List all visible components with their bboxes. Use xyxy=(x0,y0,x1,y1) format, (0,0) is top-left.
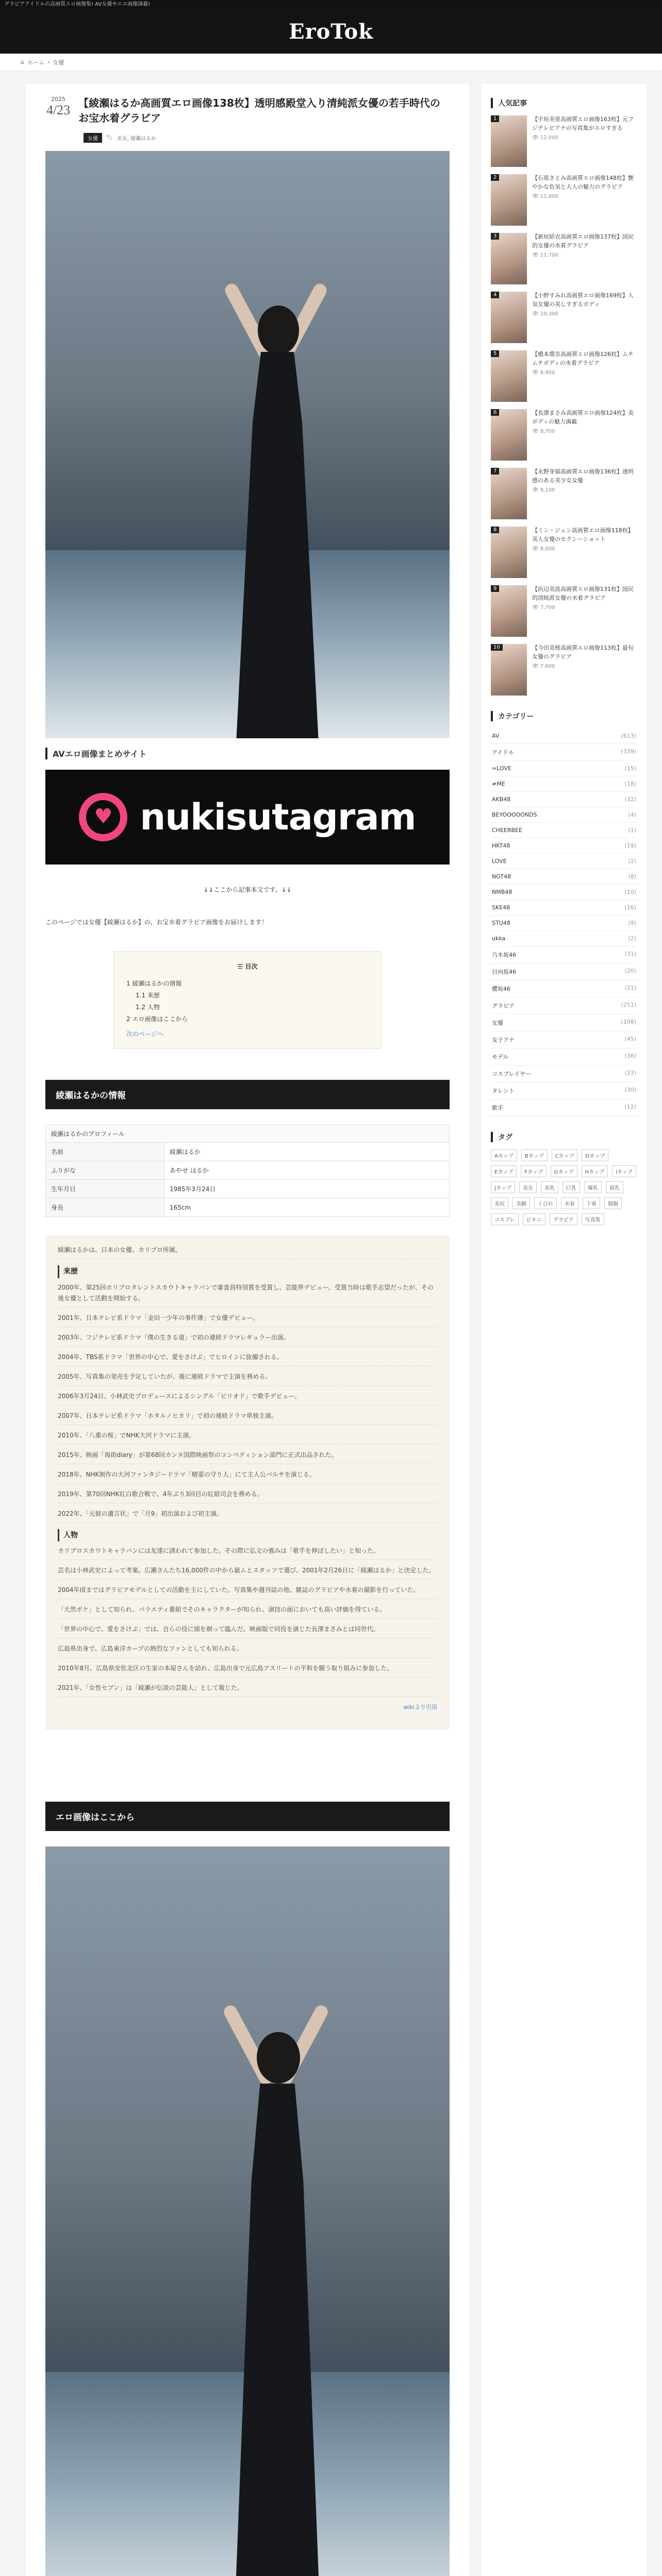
tag-link[interactable]: Hカップ xyxy=(582,1165,608,1177)
ranking-item[interactable] xyxy=(491,527,637,578)
post-monthday: 4/23 xyxy=(46,103,71,117)
category-count: (2) xyxy=(628,858,636,865)
ranking-title[interactable]: 【今田美桜高画質エロ画像113枚】最旬女優のグラビア xyxy=(532,645,634,660)
category-name[interactable]: ≠ME xyxy=(492,781,505,787)
category-name[interactable]: グラビア xyxy=(492,1003,515,1009)
ranking-info xyxy=(532,468,637,519)
category-name[interactable]: LOVE xyxy=(492,858,507,865)
category-count: (9) xyxy=(628,920,636,926)
tag-link[interactable]: グラビア xyxy=(550,1213,577,1225)
av-section-title: AVエロ画像まとめサイト xyxy=(45,748,450,759)
person-paragraph: 2021年、「女性セブン」は「綾瀬が伝説の芸能人」として報じた。 xyxy=(58,1683,437,1697)
rank-number: 9 xyxy=(491,585,499,592)
category-count: (108) xyxy=(621,1019,636,1025)
history-heading: 来歴 xyxy=(58,1265,437,1278)
ranking-item[interactable] xyxy=(491,644,637,696)
category-name[interactable]: アイドル xyxy=(492,749,515,756)
history-paragraph: 2022年、「元彼の遺言状」で「月9」初出演および初主演。 xyxy=(58,1509,437,1523)
category-item[interactable] xyxy=(491,761,637,776)
ranking-title[interactable]: 【長澤まさみ高画質エロ画像124枚】美ボディの魅力満載 xyxy=(532,410,634,425)
category-name[interactable]: AKB48 xyxy=(492,796,511,803)
tag-link[interactable]: 貧乳 xyxy=(606,1181,623,1193)
ranking-thumbnail[interactable] xyxy=(491,350,527,402)
category-count: (20) xyxy=(624,968,636,974)
post-header xyxy=(45,96,450,126)
history-paragraph: 2010年、「八重の桜」でNHK大河ドラマに主演。 xyxy=(58,1430,437,1445)
ero-heading: エロ画像はここから xyxy=(45,1802,450,1831)
category-item[interactable] xyxy=(491,807,637,823)
category-count: (1) xyxy=(628,827,636,834)
ranking-title[interactable]: 【浜辺美波高画質エロ画像131枚】国民的清純派女優の水着グラビア xyxy=(532,586,634,601)
category-count: (12) xyxy=(624,1104,636,1110)
table-row: 名前 綾瀬はるか xyxy=(46,1143,450,1161)
category-count: (251) xyxy=(621,1002,636,1008)
table-row: 生年月日 1985年3月24日 xyxy=(46,1180,450,1198)
tag-title: タグ xyxy=(491,1132,637,1142)
figure-head xyxy=(257,2032,300,2083)
history-paragraph: 2005年、写真集の発売を予定していたが、後に連続ドラマで主演を務める。 xyxy=(58,1371,437,1386)
category-item[interactable] xyxy=(491,997,637,1014)
ranking-item[interactable] xyxy=(491,409,637,461)
popular-list xyxy=(491,115,637,696)
ranking-thumbnail[interactable] xyxy=(491,468,527,519)
rank-number: 7 xyxy=(491,468,499,474)
toc-item[interactable]: 1.1 来歴 xyxy=(136,992,160,999)
category-name[interactable]: モデル xyxy=(492,1054,509,1060)
category-item[interactable] xyxy=(491,792,637,807)
ranking-thumbnail[interactable] xyxy=(491,233,527,284)
category-name[interactable]: NMB48 xyxy=(492,889,512,895)
category-count: (18) xyxy=(624,781,636,787)
ranking-title[interactable]: 【小野すみれ高画質エロ画像169枚】人気女優の美しすぎるボディ xyxy=(532,292,634,308)
category-name[interactable]: SKE48 xyxy=(492,904,510,911)
tag-link[interactable]: 爆乳 xyxy=(584,1181,602,1193)
rank-number: 1 xyxy=(491,115,499,122)
intro-text: このページでは女優【綾瀬はるか】の、お宝水着グラビア画像をお届けします！ xyxy=(45,919,268,926)
category-count: (36) xyxy=(624,1053,636,1059)
rank-number: 2 xyxy=(491,174,499,181)
category-item[interactable] xyxy=(491,728,637,744)
post-tags[interactable]: 美女, 綾瀬はるか xyxy=(117,136,157,142)
category-item[interactable] xyxy=(491,823,637,838)
nukisutagram-banner[interactable] xyxy=(45,770,450,865)
category-count: (2) xyxy=(628,935,636,942)
category-name[interactable]: タレント xyxy=(492,1088,515,1094)
category-item[interactable] xyxy=(491,1099,637,1116)
breadcrumb-current[interactable]: 女優 xyxy=(53,59,64,66)
next-page-link[interactable]: 次のページへ xyxy=(126,1030,163,1038)
site-header xyxy=(0,9,662,54)
ranking-thumbnail[interactable] xyxy=(491,292,527,343)
tag-link[interactable]: くびれ xyxy=(534,1197,557,1209)
category-name[interactable]: NGT48 xyxy=(492,873,511,880)
rank-number: 8 xyxy=(491,527,499,533)
category-name[interactable]: 乃木坂46 xyxy=(492,952,516,958)
category-item[interactable] xyxy=(491,900,637,916)
category-title: カテゴリー xyxy=(491,711,637,721)
category-badge[interactable]: 女優 xyxy=(84,133,102,143)
tag-link[interactable]: Fカップ xyxy=(521,1165,547,1177)
category-item[interactable] xyxy=(491,854,637,869)
toc-item[interactable]: 1 綾瀬はるかの情報 xyxy=(126,980,182,987)
ranking-item[interactable] xyxy=(491,115,637,167)
ranking-title[interactable]: 【新垣結衣高画質エロ画像137枚】国民的女優の水着グラビア xyxy=(532,233,634,249)
tag-link[interactable]: Iカップ xyxy=(612,1165,636,1177)
category-count: (45) xyxy=(624,1036,636,1042)
person-paragraph: 芸名は小林武史によって考案。広瀬さんたち16,000件の中から最ムとスタッフで選び、2001年2月26日に「綾瀬はるか」と決定した。 xyxy=(58,1565,437,1580)
category-count: (31) xyxy=(624,951,636,957)
toc-item[interactable]: 2 エロ画像はここから xyxy=(126,1015,188,1023)
category-item[interactable] xyxy=(491,869,637,885)
tag-cloud xyxy=(491,1149,637,1225)
tag-icon: 🏷 xyxy=(106,135,113,141)
history-paragraph: 2000年、第25回ホリプロタレントスカウトキャラバンで審査員特別賞を受賞し、芸能界デビュー。受賞当時は歌手志望だったが、その後女優として活動を開始する。 xyxy=(58,1282,437,1308)
category-item[interactable] xyxy=(491,980,637,997)
ranking-item[interactable] xyxy=(491,233,637,284)
ranking-thumbnail[interactable] xyxy=(491,527,527,578)
ranking-item[interactable] xyxy=(491,292,637,343)
person-paragraph: 2004年頃まではグラビアモデルとしての活動を主にしていた。写真集や週刊誌の他、雑誌のグラビアや水着の撮影を行っていた。 xyxy=(58,1585,437,1599)
rank-number: 6 xyxy=(491,409,499,416)
tag-link[interactable]: 美脚 xyxy=(512,1197,530,1209)
category-count: (339) xyxy=(621,748,636,755)
history-paragraph: 2015年、映画「海街diary」が第68回カンヌ国際映画祭のコンペティション部門に正式出品された。 xyxy=(58,1450,437,1464)
category-count: (30) xyxy=(624,1087,636,1093)
popular-title: 人気記事 xyxy=(491,98,637,108)
ranking-title[interactable]: 【宇垣美里高画質エロ画像163枚】元フジテレビアナの写真集がエロすぎる xyxy=(532,116,634,131)
ranking-views: 👁 11,800 xyxy=(532,194,558,199)
category-count: (613) xyxy=(621,733,636,739)
ranking-views: 👁 8,100 xyxy=(532,487,555,493)
category-name[interactable]: AV xyxy=(492,733,500,739)
source-link[interactable]: wikiより引用 xyxy=(403,1704,437,1710)
history-paragraph: 2004年、TBS系ドラマ「世界の中心で、愛をさけぶ」でヒロインに抜擢される。 xyxy=(58,1352,437,1366)
banner-wordmark: nukisutagram xyxy=(140,796,416,838)
category-name[interactable]: 日向坂46 xyxy=(492,969,516,975)
ranking-thumbnail[interactable] xyxy=(491,115,527,167)
ranking-info xyxy=(532,292,637,343)
ranking-info xyxy=(532,115,637,167)
category-item[interactable] xyxy=(491,776,637,792)
tag-link[interactable]: Bカップ xyxy=(521,1149,548,1161)
category-count: (4) xyxy=(628,811,636,818)
category-item[interactable] xyxy=(491,963,637,980)
ranking-info xyxy=(532,174,637,226)
category-count: (16) xyxy=(624,904,636,911)
ranking-item[interactable] xyxy=(491,350,637,402)
profile-caption: 綾瀬はるかのプロフィール xyxy=(45,1125,450,1142)
ranking-thumbnail[interactable] xyxy=(491,174,527,226)
post-date xyxy=(45,96,71,126)
ranking-item[interactable] xyxy=(491,174,637,226)
history-paragraph: 2019年、第70回NHK紅白歌合戦で、4年ぶり3回目の紅組司会を務める。 xyxy=(58,1489,437,1503)
person-paragraph: カリプロスカウトキャラバンには友達に誘われて参加した。その際に弘文の強みは「歌手を伸ばしたい」と知った。 xyxy=(58,1546,437,1560)
tag-link[interactable]: ビキニ xyxy=(523,1213,545,1225)
category-item[interactable] xyxy=(491,1031,637,1048)
tag-link[interactable]: 美女 xyxy=(519,1181,537,1193)
ranking-views: 👁 8,000 xyxy=(532,546,555,552)
person-paragraph: 2010年8月、広島県安佐北区の生家の本屋さんを訪れ、広島出身で元広島アスリートの平和を願う取り組みに参加した。 xyxy=(58,1663,437,1677)
tag-link[interactable]: 写真集 xyxy=(582,1213,604,1225)
rank-number: 4 xyxy=(491,292,499,298)
history-list xyxy=(58,1282,437,1523)
ranking-title[interactable]: 【永野芽郁高画質エロ画像136枚】透明感のある美少女女優 xyxy=(532,468,634,484)
rank-number: 5 xyxy=(491,350,499,357)
category-name[interactable]: BEYOOOOONDS xyxy=(492,811,537,818)
figure-head xyxy=(258,306,299,355)
ranking-info xyxy=(532,233,637,284)
featured-image[interactable] xyxy=(45,151,450,738)
gallery-image[interactable] xyxy=(45,1846,450,2576)
history-paragraph: 2018年、NHK制作の大河ファンタジードラマ「精霊の守り人」にて主人公バルサを演じる。 xyxy=(58,1469,437,1484)
article xyxy=(26,83,469,2576)
table-row: ふりがな あやせ はるか xyxy=(46,1161,450,1180)
ranking-item[interactable] xyxy=(491,585,637,637)
tag-link[interactable]: Jカップ xyxy=(491,1181,515,1193)
breadcrumb-separator: › xyxy=(47,59,50,65)
ranking-thumbnail[interactable] xyxy=(491,644,527,696)
category-item[interactable] xyxy=(491,1065,637,1082)
history-paragraph: 2001年、日本テレビ系ドラマ「金田一少年の事件簿」で女優デビュー。 xyxy=(58,1313,437,1327)
category-count: (8) xyxy=(628,873,636,880)
ranking-views: 👁 7,700 xyxy=(532,605,555,611)
tag-link[interactable]: Gカップ xyxy=(551,1165,577,1177)
category-name[interactable]: 女優 xyxy=(492,1020,503,1026)
heart-logo-icon xyxy=(79,793,127,841)
tag-link[interactable]: 水着 xyxy=(561,1197,578,1209)
tag-link[interactable]: 下着 xyxy=(583,1197,600,1209)
category-item[interactable] xyxy=(491,1048,637,1065)
tag-link[interactable]: 美乳 xyxy=(541,1181,558,1193)
ranking-thumbnail[interactable] xyxy=(491,585,527,637)
ranking-title[interactable]: 【石原さとみ高画質エロ画像148枚】艶やかな色気と大人の魅力のグラビア xyxy=(532,175,634,190)
tag-link[interactable]: Cカップ xyxy=(552,1149,578,1161)
category-count: (10) xyxy=(624,889,636,895)
category-name[interactable]: 櫻坂46 xyxy=(492,986,510,992)
category-name[interactable]: 歌手 xyxy=(492,1105,503,1111)
sidebar xyxy=(482,83,647,2576)
continue-notice: ↓↓ここから記事本文です。↓↓ xyxy=(203,886,292,893)
ranking-views: 👁 8,700 xyxy=(532,429,555,434)
toc-item[interactable]: 1.2 人物 xyxy=(136,1004,160,1011)
category-item[interactable] xyxy=(491,1014,637,1031)
person-paragraph: 広島県出身で、広島東洋カープの熱烈なファンとしても知られる。 xyxy=(58,1643,437,1658)
category-name[interactable]: =LOVE xyxy=(492,765,511,772)
breadcrumb-home[interactable]: ホーム xyxy=(27,59,44,66)
category-item[interactable] xyxy=(491,946,637,963)
tag-link[interactable]: Eカップ xyxy=(491,1165,517,1177)
ranking-info xyxy=(532,644,637,696)
table-of-contents xyxy=(113,951,382,1049)
ranking-views: 👁 12,000 xyxy=(532,135,558,141)
tag-link[interactable]: コスプレ xyxy=(491,1213,519,1225)
ranking-info xyxy=(532,409,637,461)
category-name[interactable]: コスプレイヤー xyxy=(492,1071,532,1077)
person-paragraph: 「世界の中心で、愛をさけぶ」では、自らの役に頭を剃って臨んだ。映画版で同役を演じた長澤まさみとは同世代。 xyxy=(58,1624,437,1638)
ranking-item[interactable] xyxy=(491,468,637,519)
category-item[interactable] xyxy=(491,838,637,854)
ranking-title[interactable]: 【橋本環奈高画質エロ画像126枚】ムチムチボディの水着グラビア xyxy=(532,351,634,366)
ranking-views: 👁 8,900 xyxy=(532,370,555,376)
post-meta xyxy=(84,133,450,143)
category-count: (23) xyxy=(624,1070,636,1076)
category-count: (21) xyxy=(624,985,636,991)
bio-lead: 綾瀬はるかは、日本の女優、カリプロ所属。 xyxy=(58,1245,437,1259)
ranking-views: 👁 10,300 xyxy=(532,311,558,317)
category-list xyxy=(491,728,637,1116)
person-paragraph: 「天然ボケ」として知られ、バラエティ番組でそのキャラクターが知られ、演技の面においても高い評価を得ている。 xyxy=(58,1604,437,1619)
ranking-views: 👁 11,700 xyxy=(532,252,558,258)
history-paragraph: 2003年、フジテレビ系ドラマ「僕の生きる道」で初の連続ドラマレギュラー出演。 xyxy=(58,1332,437,1347)
ranking-info xyxy=(532,527,637,578)
category-item[interactable] xyxy=(491,885,637,900)
category-name[interactable]: STU48 xyxy=(492,920,510,926)
ranking-info xyxy=(532,585,637,637)
list-icon: ☰ xyxy=(237,963,245,970)
category-count: (32) xyxy=(624,796,636,803)
history-paragraph: 2006年3月24日、小林武史プロデュースによるシングル「ピリオド」で歌手デビュー。 xyxy=(58,1391,437,1405)
rank-number: 3 xyxy=(491,233,499,240)
site-logo[interactable]: EroTok xyxy=(289,19,373,44)
category-name[interactable]: HKT48 xyxy=(492,842,510,849)
info-heading: 綾瀬はるかの情報 xyxy=(45,1080,450,1109)
tag-link[interactable]: Aカップ xyxy=(491,1149,517,1161)
ranking-info xyxy=(532,350,637,402)
tag-link[interactable]: Dカップ xyxy=(582,1149,608,1161)
category-name[interactable]: 女子アナ xyxy=(492,1037,515,1043)
top-announcement: グラビアアイドルの高画質エロ画像集! AV女優やエロ画像満載! xyxy=(0,0,662,9)
breadcrumb xyxy=(0,54,662,71)
tag-link[interactable]: 制服 xyxy=(604,1197,622,1209)
category-item[interactable] xyxy=(491,916,637,931)
category-count: (15) xyxy=(624,765,636,772)
toc-title: ☰ 目次 xyxy=(237,963,258,970)
category-name[interactable]: CHEERBEE xyxy=(492,827,522,834)
ranking-views: 👁 7,600 xyxy=(532,664,555,669)
ranking-thumbnail[interactable] xyxy=(491,409,527,461)
ranking-title[interactable]: 【ミン・ジュン高画質エロ画像118枚】美人女優のセクシーショット xyxy=(532,527,634,543)
biography-box xyxy=(45,1235,450,1730)
person-heading: 人物 xyxy=(58,1529,437,1542)
category-item[interactable] xyxy=(491,1082,637,1099)
history-paragraph: 2007年、日本テレビ系ドラマ「ホタルノヒカリ」で初の連続ドラマ単独主演。 xyxy=(58,1411,437,1425)
person-list xyxy=(58,1546,437,1697)
tag-link[interactable]: 美尻 xyxy=(491,1197,508,1209)
post-year: 2025 xyxy=(51,96,66,103)
tag-link[interactable]: 巨乳 xyxy=(562,1181,580,1193)
category-name[interactable]: ukka xyxy=(492,935,506,942)
table-row: 身長 165cm xyxy=(46,1198,450,1217)
category-item[interactable] xyxy=(491,931,637,946)
profile-table xyxy=(45,1125,450,1217)
rank-number: 10 xyxy=(491,644,503,651)
home-icon: ⌂ xyxy=(21,59,24,65)
post-title: 【綾瀬はるか高画質エロ画像138枚】透明感殿堂入り清純派女優の若手時代のお宝水着グラビア xyxy=(78,97,440,124)
category-count: (19) xyxy=(624,842,636,849)
category-item[interactable] xyxy=(491,744,637,761)
